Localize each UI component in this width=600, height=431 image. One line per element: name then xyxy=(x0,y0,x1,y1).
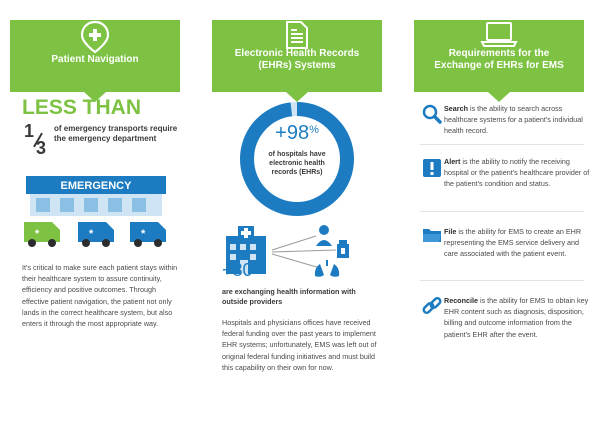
requirement-description: is the ability to search across healthcare systems for a patient's individual health record. xyxy=(444,104,583,136)
document-icon xyxy=(282,20,312,50)
exchange-stat-percent: % xyxy=(252,261,262,272)
ambulance-icon xyxy=(78,222,114,247)
location-pin-icon xyxy=(77,20,113,54)
one-third-fraction xyxy=(22,121,52,160)
ehr-systems-column xyxy=(212,0,392,431)
requirements-title-line1: Requirements for the xyxy=(448,48,550,59)
requirement-search xyxy=(444,103,592,137)
requirement-keyword: File xyxy=(444,227,457,236)
patient-navigation-column xyxy=(10,0,190,431)
exchange-stat-number: +80 xyxy=(222,260,253,280)
connector-line xyxy=(272,236,316,250)
ehr-title-line2: (EHRs) Systems xyxy=(258,60,336,71)
medicine-bottle-icon xyxy=(337,240,349,258)
exchange-stat-label: are exchanging health information with outside providers xyxy=(222,287,356,306)
requirement-description: is the ability for EMS to create an EHR representing the EMS service delivery and care associated with the patient event. xyxy=(444,227,582,259)
emergency-transports-stat: of emergency transports require the emergency department xyxy=(54,124,178,143)
alert-icon xyxy=(422,158,442,178)
laptop-icon xyxy=(479,20,519,48)
requirement-keyword: Alert xyxy=(444,157,461,166)
patient-navigation-body: It's critical to make sure each patient stays within their healthcare system to assure continuity, efficiency and positive outcomes. Through effective patient navigation, the patient not only lands in the correct healthcare system, but also enters it through the most appropriate way. xyxy=(22,263,178,329)
ehr-systems-title xyxy=(212,48,382,72)
divider xyxy=(420,211,584,212)
ehr-adoption-number: +98 xyxy=(275,122,310,144)
ambulance-icon xyxy=(130,222,166,247)
less-than-heading: LESS THAN xyxy=(22,96,142,119)
ehr-adoption-label: of hospitals have electronic health records (EHRs) xyxy=(268,151,326,176)
ehr-systems-body: Hospitals and physicians offices have received federal funding over the past years to implement EHR systems; unfortunately, EMS was left out of original federal funding initiatives and must build this capability on their own for now. xyxy=(222,318,377,372)
lungs-icon xyxy=(315,260,339,277)
connector-line xyxy=(272,254,320,268)
fraction-numerator: 1 xyxy=(24,121,35,141)
ehr-adoption-percent: % xyxy=(309,124,319,136)
requirements-title xyxy=(414,48,584,72)
patient-navigation-title: Patient Navigation xyxy=(51,54,139,65)
svg-text:*: * xyxy=(89,228,94,240)
ehr-systems-banner xyxy=(212,20,382,92)
fraction-denominator: 3 xyxy=(36,138,47,158)
divider xyxy=(420,280,584,281)
ehr-adoption-value xyxy=(238,122,356,145)
svg-text:*: * xyxy=(35,228,40,240)
ambulance-icon xyxy=(24,222,60,247)
svg-text:*: * xyxy=(141,228,146,240)
requirement-keyword: Reconcile xyxy=(444,296,478,305)
requirement-file xyxy=(444,226,592,260)
ehr-title-line1: Electronic Health Records xyxy=(234,48,360,59)
exchange-stat-value xyxy=(222,260,261,281)
doctor-icon xyxy=(316,225,332,246)
divider xyxy=(420,144,584,145)
requirement-description: is the ability to notify the receiving hospital or the patient's healthcare provider of the patient's condition and status. xyxy=(444,157,590,189)
folder-icon xyxy=(422,226,442,244)
requirement-alert xyxy=(444,156,592,190)
requirements-title-line2: Exchange of EHRs for EMS xyxy=(434,60,564,71)
emergency-ambulances-illustration xyxy=(22,170,182,256)
requirements-banner xyxy=(414,20,584,92)
requirement-reconcile xyxy=(444,295,592,340)
link-icon xyxy=(422,296,442,316)
connector-line xyxy=(272,250,336,252)
patient-navigation-banner xyxy=(10,20,180,92)
requirement-description: is the ability for EMS to obtain key EHR content such as diagnosis, disposition, billing and outcome information from the patient's EHR after the event. xyxy=(444,296,589,339)
requirements-column xyxy=(414,0,594,431)
search-icon xyxy=(422,104,442,124)
emergency-sign-text: EMERGENCY xyxy=(60,180,132,192)
requirement-keyword: Search xyxy=(444,104,468,113)
